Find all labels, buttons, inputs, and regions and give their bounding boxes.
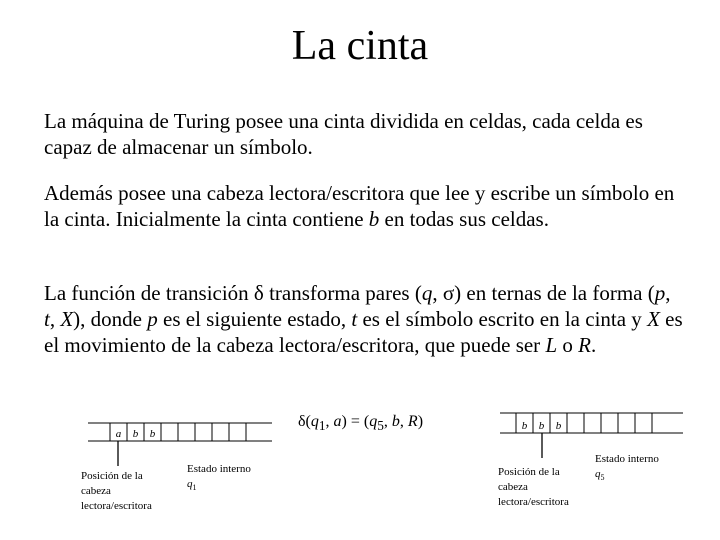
state-symbol: q bbox=[187, 478, 193, 490]
tape-right-cell-symbol: b bbox=[538, 420, 545, 432]
state-symbol: q bbox=[595, 468, 601, 480]
p3-text: La función de transición δ transforma pares ( bbox=[44, 281, 422, 305]
head-label-right bbox=[498, 466, 569, 509]
p3-text: , bbox=[665, 281, 671, 305]
p3-var-x: X bbox=[60, 307, 74, 331]
head-label-line: cabeza bbox=[498, 481, 528, 493]
state-subscript: 1 bbox=[192, 483, 197, 493]
head-label-line: lectora/escritora bbox=[81, 500, 152, 512]
p3-text: , bbox=[49, 307, 61, 331]
p3-var-x: X bbox=[647, 307, 660, 331]
p3-var-l: L bbox=[545, 333, 558, 357]
tape-right bbox=[500, 413, 683, 458]
state-subscript: 5 bbox=[600, 473, 605, 483]
tape-left bbox=[88, 423, 272, 466]
state-value-right bbox=[595, 468, 659, 484]
head-label-line: Posición de la bbox=[81, 470, 143, 482]
formula-part: q bbox=[310, 413, 319, 430]
p3-text: es el símbolo escrito en la cinta y bbox=[357, 307, 648, 331]
p3-text: o bbox=[557, 333, 579, 357]
state-label-left bbox=[187, 463, 251, 494]
formula-part: , bbox=[399, 413, 408, 430]
head-label-line: Posición de la bbox=[498, 466, 560, 478]
p3-text: , σ) en ternas de la forma ( bbox=[432, 281, 655, 305]
p3-var-p: p bbox=[654, 281, 666, 305]
tape-right-cell-symbol: b bbox=[555, 420, 562, 432]
state-label-right bbox=[595, 453, 659, 484]
p3-text: ), donde bbox=[73, 307, 148, 331]
formula-part: 5 bbox=[377, 418, 384, 434]
tape-left-cell-symbol: b bbox=[149, 428, 156, 440]
formula-part: , bbox=[325, 413, 334, 430]
slide-title: La cinta bbox=[291, 23, 429, 69]
head-label-line: lectora/escritora bbox=[498, 496, 569, 508]
state-label-text: Estado interno bbox=[595, 453, 659, 465]
paragraph-cells: La máquina de Turing posee una cinta dividida en celdas, cada celda es capaz de almacenar un símbolo. bbox=[44, 109, 643, 159]
head-label-line: cabeza bbox=[81, 485, 111, 497]
tape-left-cell-symbol: b bbox=[132, 428, 139, 440]
tape-right-cell-symbol: b bbox=[521, 420, 528, 432]
p3-var-p: p bbox=[147, 307, 158, 331]
formula-part: 1 bbox=[318, 418, 326, 434]
formula-part: R bbox=[407, 413, 418, 430]
p3-text: es el movimiento de la cabeza lectora/escritora, que puede ser bbox=[44, 307, 683, 357]
state-label-text: Estado interno bbox=[187, 463, 251, 475]
p2-text-a: Además posee una cabeza lectora/escritora que lee y escribe un símbolo en la cinta. Inicialmente la cinta contiene bbox=[44, 181, 675, 231]
p3-var-t: t bbox=[351, 307, 358, 331]
formula-part: , bbox=[383, 413, 392, 430]
formula-part: ) = ( bbox=[341, 413, 370, 430]
p3-text: es el siguiente estado, bbox=[157, 307, 352, 331]
formula-part: δ( bbox=[298, 413, 311, 430]
p3-var-r: R bbox=[578, 333, 591, 357]
formula-part: b bbox=[391, 413, 400, 430]
p3-var-t: t bbox=[44, 307, 50, 331]
p3-var-q: q bbox=[421, 281, 433, 305]
state-value-left bbox=[187, 478, 251, 494]
p2-text-c: en todas sus celdas. bbox=[379, 207, 549, 231]
formula-part: a bbox=[333, 413, 342, 430]
p3-text: . bbox=[590, 333, 597, 357]
tape-left-cell-symbol: a bbox=[115, 428, 122, 440]
formula-part: q bbox=[369, 413, 378, 430]
head-label-left bbox=[81, 470, 152, 513]
formula-part: ) bbox=[417, 413, 424, 430]
p2-symbol-b: b bbox=[368, 207, 380, 231]
